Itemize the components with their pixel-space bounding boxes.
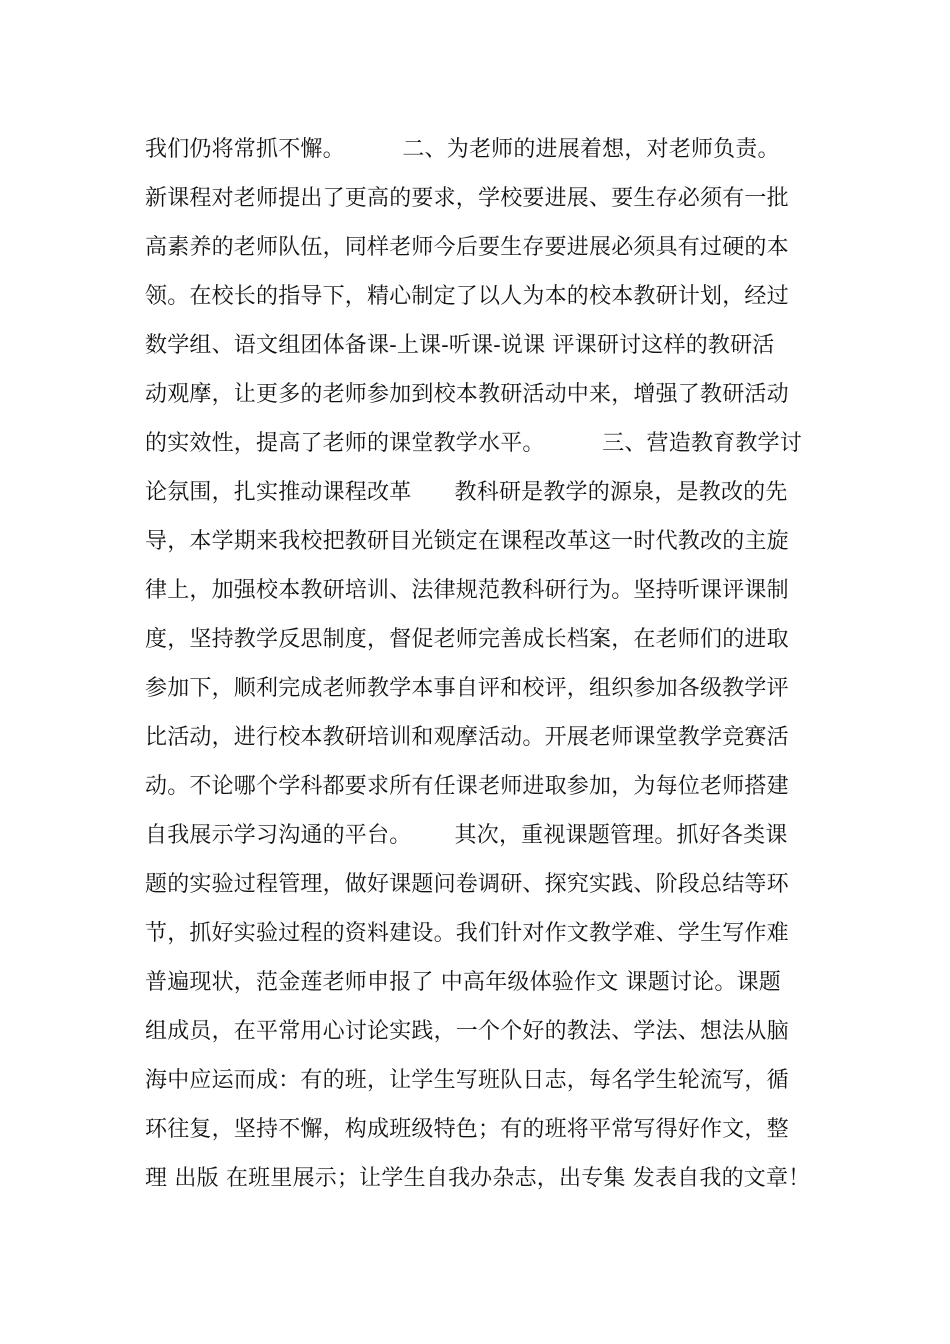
body-text-line: 我们仍将常抓不懈。 二、为老师的进展着想，对老师负责。	[145, 137, 780, 162]
body-text-line: 海中应运而成：有的班，让学生写班队日志，每名学生轮流写，循	[145, 1068, 789, 1093]
body-text-line: 普遍现状，范金莲老师申报了 中高年级体验作文 课题讨论。课题	[145, 970, 781, 995]
body-text-line: 理 出版 在班里展示；让学生自我办杂志，出专集 发表自我的文章！	[145, 1166, 811, 1191]
body-text-line: 自我展示学习沟通的平台。 其次，重视课题管理。抓好各类课	[145, 823, 788, 848]
body-text-line: 动观摩，让更多的老师参加到校本教研活动中来，增强了教研活动	[145, 382, 789, 407]
body-text-line: 参加下，顺利完成老师教学本事自评和校评，组织参加各级教学评	[145, 676, 789, 701]
body-text-line: 度，坚持教学反思制度，督促老师完善成长档案，在老师们的进取	[145, 627, 789, 652]
body-text-line: 高素养的老师队伍，同样老师今后要生存要进展必须具有过硬的本	[145, 235, 789, 260]
body-text-line: 比活动，进行校本教研培训和观摩活动。开展老师课堂教学竞赛活	[145, 725, 789, 750]
body-text-line: 环往复，坚持不懈，构成班级特色；有的班将平常写得好作文，整	[145, 1117, 789, 1142]
body-text-line: 的实效性，提高了老师的课堂教学水平。 三、营造教育教学讨	[145, 431, 802, 456]
body-text-line: 导，本学期来我校把教研目光锁定在课程改革这一时代教改的主旋	[145, 529, 789, 554]
body-text-line: 论氛围，扎实推动课程改革 教科研是教学的源泉，是教改的先	[145, 480, 788, 505]
body-text-line: 数学组、语文组团体备课-上课-听课-说课 评课研讨这样的教研活	[145, 333, 775, 358]
body-text-line: 律上，加强校本教研培训、法律规范教科研行为。坚持听课评课制	[145, 578, 789, 603]
body-text-line: 题的实验过程管理，做好课题问卷调研、探究实践、阶段总结等环	[145, 872, 789, 897]
body-text-line: 新课程对老师提出了更高的要求，学校要进展、要生存必须有一批	[145, 186, 789, 211]
body-text-line: 领。在校长的指导下，精心制定了以人为本的校本教研计划，经过	[145, 284, 789, 309]
body-text-line: 组成员，在平常用心讨论实践，一个个好的教法、学法、想法从脑	[145, 1019, 789, 1044]
body-text-line: 动。不论哪个学科都要求所有任课老师进取参加，为每位老师搭建	[145, 774, 789, 799]
body-text-line: 节，抓好实验过程的资料建设。我们针对作文教学难、学生写作难	[145, 921, 789, 946]
